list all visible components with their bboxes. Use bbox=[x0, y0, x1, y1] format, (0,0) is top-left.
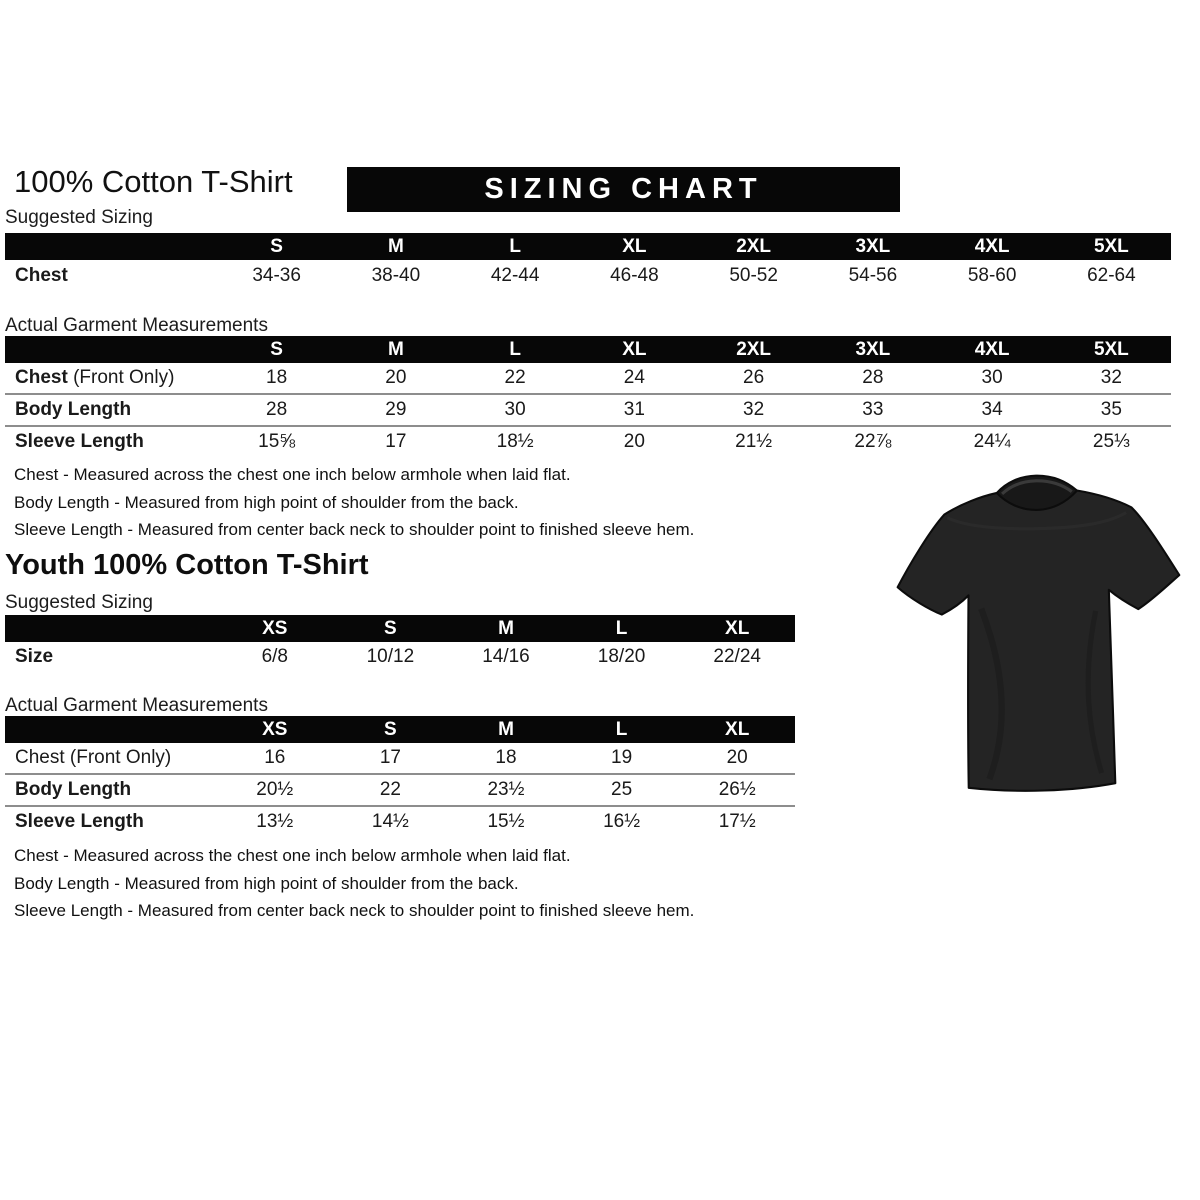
column-header: 5XL bbox=[1052, 336, 1171, 363]
table-cell: 50-52 bbox=[729, 264, 778, 286]
table-cell: 20 bbox=[726, 747, 748, 768]
table-cell: 24¼ bbox=[933, 426, 1052, 457]
table-cell: 20½ bbox=[217, 774, 333, 806]
table-header-row bbox=[5, 615, 795, 642]
row-label bbox=[5, 426, 217, 457]
column-header: S bbox=[333, 615, 449, 642]
column-header: L bbox=[564, 615, 680, 642]
youth-section-title: Youth 100% Cotton T-Shirt bbox=[5, 549, 369, 581]
header-spacer bbox=[5, 615, 217, 642]
table-cell: 38-40 bbox=[371, 264, 421, 286]
table-row-body-length bbox=[5, 774, 795, 806]
column-header: 3XL bbox=[813, 233, 932, 260]
header-spacer bbox=[5, 233, 217, 260]
table-cell: 19 bbox=[611, 747, 633, 768]
row-label-rest: Chest (Front Only) bbox=[15, 747, 172, 768]
table-cell: 18 bbox=[495, 747, 517, 768]
adult-measurements-table bbox=[5, 336, 1171, 457]
table-cell: 18/20 bbox=[597, 646, 646, 667]
column-header: L bbox=[456, 233, 575, 260]
table-cell: 17 bbox=[379, 747, 401, 768]
row-label bbox=[5, 363, 217, 394]
youth-measurements-table bbox=[5, 716, 795, 837]
youth-actual-measurements-label: Actual Garment Measurements bbox=[5, 695, 268, 716]
table-cell: 16 bbox=[264, 747, 286, 768]
column-header: M bbox=[336, 233, 455, 260]
column-header: S bbox=[333, 716, 449, 743]
table-cell: 22⅞ bbox=[813, 426, 932, 457]
column-header: XS bbox=[217, 615, 333, 642]
table-cell: 46-48 bbox=[610, 264, 659, 286]
row-label-text: Chest bbox=[15, 264, 68, 286]
youth-suggested-sizing-label: Suggested Sizing bbox=[5, 592, 153, 613]
table-cell: 13½ bbox=[217, 806, 333, 837]
table-cell: 33 bbox=[813, 394, 932, 426]
table-cell: 34 bbox=[933, 394, 1052, 426]
table-cell: 28 bbox=[862, 367, 884, 388]
adult-actual-measurements-label: Actual Garment Measurements bbox=[5, 315, 268, 336]
table-header-row bbox=[5, 233, 1171, 260]
table-cell: 35 bbox=[1052, 394, 1171, 426]
youth-suggested-sizing-table bbox=[5, 615, 795, 672]
table-cell: 29 bbox=[336, 394, 455, 426]
table-row bbox=[5, 260, 1171, 291]
row-label bbox=[5, 743, 217, 774]
column-header: M bbox=[448, 615, 564, 642]
column-header: 4XL bbox=[933, 336, 1052, 363]
sizing-chart-banner-text: SIZING CHART bbox=[484, 173, 763, 205]
row-label-bold: Sleeve Length bbox=[15, 811, 144, 832]
note-line: Sleeve Length - Measured from center back neck to shoulder point to finished sleeve hem. bbox=[14, 901, 695, 920]
table-cell: 21½ bbox=[694, 426, 813, 457]
table-cell: 15½ bbox=[448, 806, 564, 837]
table-header-row bbox=[5, 716, 795, 743]
note-line: Chest - Measured across the chest one inch below armhole when laid flat. bbox=[14, 465, 571, 484]
table-cell: 18½ bbox=[456, 426, 575, 457]
table-cell: 22/24 bbox=[713, 646, 761, 667]
column-header: XL bbox=[575, 336, 694, 363]
row-label bbox=[5, 642, 217, 672]
table-cell: 22 bbox=[333, 774, 449, 806]
column-header: M bbox=[448, 716, 564, 743]
page-title: 100% Cotton T-Shirt bbox=[14, 164, 293, 199]
table-cell: 15⅝ bbox=[217, 426, 336, 457]
table-cell: 26½ bbox=[679, 774, 795, 806]
column-header: XL bbox=[679, 615, 795, 642]
table-row-sleeve-length bbox=[5, 426, 1171, 457]
table-cell: 28 bbox=[217, 394, 336, 426]
note-line: Sleeve Length - Measured from center back neck to shoulder point to finished sleeve hem. bbox=[14, 520, 695, 539]
column-header: 3XL bbox=[813, 336, 932, 363]
header-spacer bbox=[5, 716, 217, 743]
youth-measurement-notes bbox=[14, 842, 694, 925]
table-cell: 31 bbox=[575, 394, 694, 426]
column-header: XL bbox=[679, 716, 795, 743]
row-label-bold: Sleeve Length bbox=[15, 431, 144, 452]
table-cell: 14½ bbox=[333, 806, 449, 837]
table-cell: 25 bbox=[564, 774, 680, 806]
table-cell: 24 bbox=[623, 367, 645, 388]
row-label-text: Size bbox=[15, 646, 54, 667]
table-cell: 32 bbox=[1100, 367, 1122, 388]
table-cell: 22 bbox=[504, 367, 526, 388]
adult-suggested-sizing-label: Suggested Sizing bbox=[5, 207, 153, 228]
table-cell: 6/8 bbox=[261, 646, 288, 667]
table-cell: 14/16 bbox=[482, 646, 530, 667]
row-label-bold: Body Length bbox=[15, 779, 132, 800]
row-label bbox=[5, 806, 217, 837]
table-cell: 17½ bbox=[679, 806, 795, 837]
table-row-chest bbox=[5, 363, 1171, 394]
table-cell: 30 bbox=[456, 394, 575, 426]
column-header: 5XL bbox=[1052, 233, 1171, 260]
table-cell: 58-60 bbox=[967, 264, 1017, 286]
column-header: XL bbox=[575, 233, 694, 260]
table-cell: 54-56 bbox=[848, 264, 898, 286]
black-tshirt-image bbox=[883, 470, 1195, 820]
table-cell: 42-44 bbox=[490, 264, 540, 286]
table-cell: 23½ bbox=[448, 774, 564, 806]
table-cell: 10/12 bbox=[366, 646, 415, 667]
tshirt-icon bbox=[883, 470, 1195, 814]
column-header: XS bbox=[217, 716, 333, 743]
table-cell: 30 bbox=[981, 367, 1003, 388]
column-header: 4XL bbox=[933, 233, 1052, 260]
note-line: Body Length - Measured from high point of shoulder from the back. bbox=[14, 492, 519, 512]
row-label bbox=[5, 774, 217, 806]
table-row bbox=[5, 642, 795, 672]
column-header: L bbox=[456, 336, 575, 363]
column-header: M bbox=[336, 336, 455, 363]
table-row-sleeve-length bbox=[5, 806, 795, 837]
column-header: L bbox=[564, 716, 680, 743]
header-spacer bbox=[5, 336, 217, 363]
column-header: 2XL bbox=[694, 336, 813, 363]
column-header: 2XL bbox=[694, 233, 813, 260]
table-cell: 62-64 bbox=[1087, 264, 1136, 286]
column-header: S bbox=[217, 233, 336, 260]
adult-suggested-sizing-table bbox=[5, 233, 1171, 291]
table-cell: 20 bbox=[575, 426, 694, 457]
table-cell: 17 bbox=[336, 426, 455, 457]
row-label-bold: Chest bbox=[15, 367, 68, 388]
table-cell: 16½ bbox=[564, 806, 680, 837]
table-cell: 18 bbox=[266, 367, 288, 388]
table-header-row bbox=[5, 336, 1171, 363]
table-row-chest bbox=[5, 743, 795, 774]
note-line: Body Length - Measured from high point of shoulder from the back. bbox=[14, 873, 519, 893]
row-label-rest: (Front Only) bbox=[67, 367, 175, 388]
table-cell: 32 bbox=[694, 394, 813, 426]
sizing-chart-banner bbox=[347, 167, 900, 212]
column-header: S bbox=[217, 336, 336, 363]
table-cell: 20 bbox=[385, 367, 407, 388]
row-label-bold: Body Length bbox=[15, 399, 132, 420]
row-label bbox=[5, 394, 217, 426]
adult-measurement-notes bbox=[14, 461, 694, 544]
table-cell: 26 bbox=[743, 367, 765, 388]
note-line: Chest - Measured across the chest one inch below armhole when laid flat. bbox=[14, 846, 571, 865]
table-row-body-length bbox=[5, 394, 1171, 426]
table-cell: 34-36 bbox=[252, 264, 301, 286]
table-cell: 25⅓ bbox=[1052, 426, 1171, 457]
row-label bbox=[5, 260, 217, 291]
